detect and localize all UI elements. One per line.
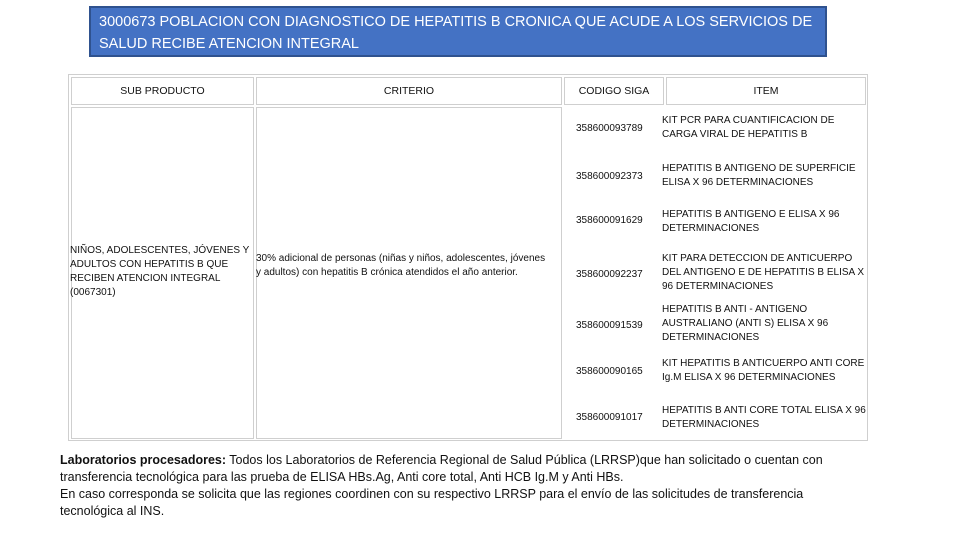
header-codigo-siga: CODIGO SIGA (564, 77, 664, 105)
item-1: KIT PCR PARA CUANTIFICACION DE CARGA VIRAL DE HEPATITIS B (662, 115, 835, 140)
item-6: KIT HEPATITIS B ANTICUERPO ANTI CORE Ig.M ELISA X 96 DETERMINACIONES (662, 358, 865, 383)
siga-table (68, 74, 868, 441)
code-1: 358600093789 (576, 123, 643, 134)
footer-text-1: Todos los Laboratorios de Referencia Regional de Salud Pública (LRRSP)que han solicitado o cuentan con transferencia tecnológica para las prueba de ELISA HBs.Ag, Anti core total, Anti HCB Ig.M y Anti HBs. (60, 453, 823, 484)
criterio-text: 30% adicional de personas (niñas y niños, adolescentes, jóvenes y adultos) con hepatitis B crónica atendidos el año anterior. (256, 253, 546, 278)
code-2: 358600092373 (576, 171, 643, 182)
footer-text-2: En caso corresponda se solicita que las regiones coordinen con su respectivo LRRSP para el envío de las solicitudes de transferencia tecnológica al INS. (60, 487, 804, 518)
header-item: ITEM (666, 77, 866, 105)
code-5: 358600091539 (576, 320, 643, 331)
item-7: HEPATITIS B ANTI CORE TOTAL ELISA X 96 DETERMINACIONES (662, 405, 866, 430)
item-4: KIT PARA DETECCION DE ANTICUERPO DEL ANTIGENO E DE HEPATITIS B ELISA X 96 DETERMINACIONES (662, 253, 865, 292)
sub-producto-text: NIÑOS, ADOLESCENTES, JÓVENES Y ADULTOS CON HEPATITIS B QUE RECIBEN ATENCION INTEGRAL (0067301) (70, 245, 250, 298)
code-3: 358600091629 (576, 215, 643, 226)
code-4: 358600092237 (576, 269, 643, 280)
header-criterio: CRITERIO (256, 77, 562, 105)
item-2: HEPATITIS B ANTIGENO DE SUPERFICIE ELISA X 96 DETERMINACIONES (662, 163, 856, 188)
item-3: HEPATITIS B ANTIGENO E ELISA X 96 DETERMINACIONES (662, 209, 840, 234)
footer-label: Laboratorios procesadores: (60, 453, 227, 467)
footer-note (60, 452, 860, 520)
item-5: HEPATITIS B ANTI - ANTIGENO AUSTRALIANO (ANTI S) ELISA X 96 DETERMINACIONES (662, 304, 829, 343)
page-title: 3000673 POBLACION CON DIAGNOSTICO DE HEPATITIS B CRONICA QUE ACUDE A LOS SERVICIOS DE SALUD RECIBE ATENCION INTEGRAL (89, 6, 827, 57)
code-7: 358600091017 (576, 412, 643, 423)
header-sub-producto: SUB PRODUCTO (71, 77, 254, 105)
code-6: 358600090165 (576, 366, 643, 377)
